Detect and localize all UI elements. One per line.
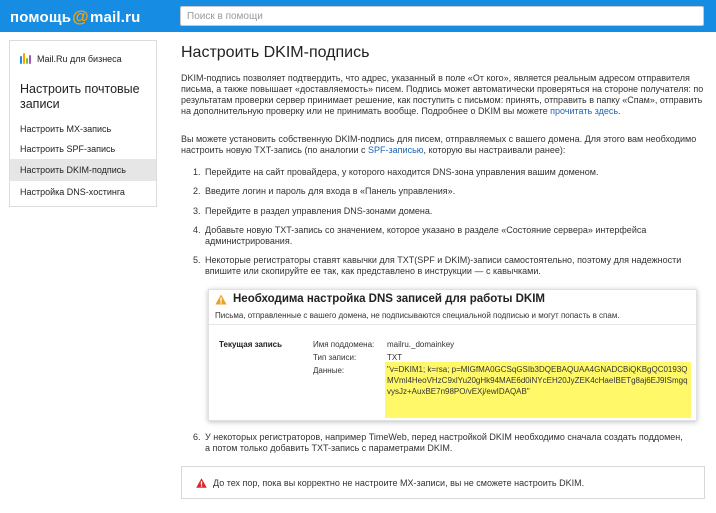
dns-panel-title: Необходима настройка DNS записей для работы DKIM [233,293,545,305]
step-number: 2. [193,186,201,196]
mx-alert [181,466,705,499]
sidebar-item-spf[interactable] [10,138,156,160]
sidebar-item-dns-hosting[interactable] [10,181,156,203]
subdomain-value: mailru._domainkey [387,340,455,349]
business-link[interactable] [20,53,122,64]
intro-paragraph [181,73,705,117]
sidebar-item-label: Настроить MX-запись [20,124,112,134]
dns-settings-panel [208,289,697,421]
alert-text: До тех пор, пока вы корректно не настроите MX-записи, вы не сможете настроить DKIM. [213,478,585,488]
logo-at: @ [72,7,89,26]
warning-icon [215,294,227,305]
step-number: 1. [193,167,201,177]
sidebar-item-mx[interactable] [10,118,156,140]
record-type-value: TXT [387,353,403,362]
sidebar-item-label: Настроить SPF-запись [20,144,116,154]
step-text: Введите логин и пароль для входа в «Панель управления». [205,186,456,196]
sidebar-item-dkim[interactable] [10,159,156,181]
step-text: Перейдите в раздел управления DNS-зонами домена. [205,206,433,216]
step-text: У некоторых регистраторов, например TimeWeb, перед настройкой DKIM необходимо сначала создать поддомен, а потом только добавить TXT-запись с параметрами DKIM. [205,432,683,453]
logo-right: mail.ru [89,8,141,26]
step-number: 4. [193,225,201,235]
logo-left: помощь [10,8,72,26]
sidebar-item-label: Настройка DNS-хостинга [20,187,125,197]
spf-record-link[interactable]: SPF-записью [368,145,424,155]
top-bar [0,0,716,32]
step-text: Добавьте новую TXT-запись со значением, которое указано в разделе «Состояние сервера» интерфейса администрирования. [205,225,647,246]
intro-text: DKIM-подпись позволяет подтвердить, что адрес, указанный в поле «От кого», является реальным адресом отправителя письма, а также повышает «доставляемость» писем. Подпись может автоматически проверяться на стороне получателя: по результатам проверки сервер принимает решение, как поступить с письмом: принять, отправить в папку «Спам», отправить на дополнительную проверку или не принимать вообще. Подробнее о DKIM вы можете [181,73,704,116]
subdomain-label: Имя поддомена: [313,340,375,349]
sidebar-item-label: Настроить DKIM-подпись [20,165,126,175]
read-more-link[interactable]: прочитать здесь [550,106,619,116]
dns-panel-header [215,293,545,305]
step-number: 5. [193,255,201,265]
current-record-label: Текущая запись [219,340,283,349]
search-input[interactable] [180,6,704,26]
alert-icon [196,478,207,488]
record-type-label: Тип записи: [313,353,357,362]
mailru-business-icon [20,53,31,64]
instruction-paragraph [181,134,705,156]
sidebar [9,40,157,207]
logo[interactable] [10,7,141,27]
divider [209,324,696,325]
business-label: Mail.Ru для бизнеса [37,53,122,64]
dkim-record-value: "v=DKIM1; k=rsa; p=MIGfMA0GCSqGSIb3DQEBAQUAA4GNADCBiQKBgQC0193QMVml4HeoVHzC9xlYu20gHk94MAE6d0iNYcEH20JyZEK4cHaeIBETg8aj6EJ9ISmgqvysJz+AuxBE7n98PO/vEXj/ewIDAQAB" [385,362,691,418]
data-label: Данные: [313,366,345,375]
intro-end: . [618,106,621,116]
step-number: 3. [193,206,201,216]
instruction-text: Вы можете установить собственную DKIM-подпись для писем, отправляемых с вашего домена. Для этого вам необходимо настроить новую TXT-запись (по аналогии с [181,134,697,155]
instruction-end: , которую вы настраивали ранее): [423,145,566,155]
page-title: Настроить DKIM-подпись [181,44,370,61]
sidebar-section-title: Настроить почтовые записи [20,82,140,111]
step-text: Перейдите на сайт провайдера, у которого находится DNS-зона управления вашим доменом. [205,167,599,177]
step-text: Некоторые регистраторы ставят кавычки для TXT(SPF и DKIM)-записи самостоятельно, поэтому для надежности впишите или скопируйте ее так, как представлено в инструкции — с кавычками. [205,255,682,276]
dns-panel-subtitle: Письма, отправленные с вашего домена, не подписываются специальной подписью и могут попасть в спам. [215,311,620,320]
step-number: 6. [193,432,201,442]
